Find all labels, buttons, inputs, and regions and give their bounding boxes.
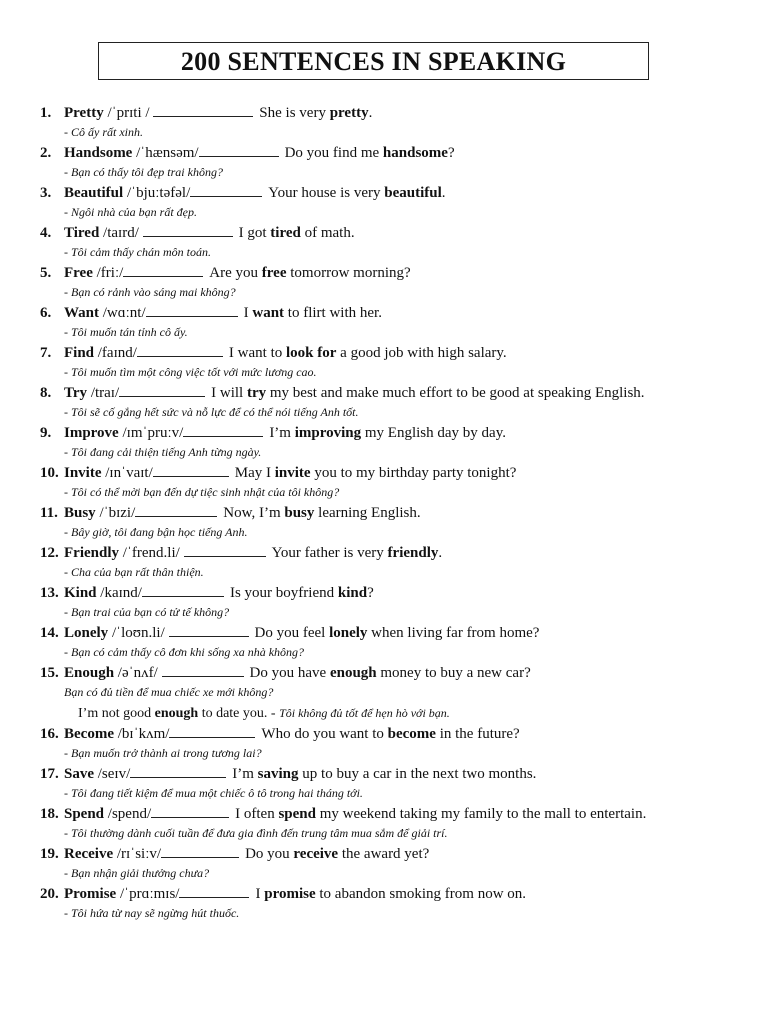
page-title: 200 SENTENCES IN SPEAKING — [180, 47, 567, 76]
entry-number: 16. — [40, 726, 59, 742]
entry-number: 8. — [40, 385, 52, 401]
entry-english — [64, 184, 446, 203]
entry-english — [64, 624, 539, 643]
vocab-word: Pretty — [64, 105, 104, 121]
entry-english — [64, 424, 506, 443]
entry-line — [40, 544, 760, 563]
entry-english — [64, 464, 516, 483]
sentence-keyword: pretty — [329, 105, 369, 121]
entry-english — [64, 224, 355, 243]
sentence-keyword: invite — [274, 465, 311, 481]
example-sentence — [261, 726, 519, 742]
vocab-word: Handsome — [64, 145, 133, 161]
list-item — [40, 384, 760, 424]
vietnamese-translation: - Bây giờ, tôi đang bận học tiếng Anh. — [64, 525, 248, 539]
entry-line — [40, 584, 760, 603]
entry-number: 3. — [40, 185, 52, 201]
ipa-transcription: /wɑːnt/ — [99, 305, 146, 321]
answer-blank — [119, 384, 205, 397]
entry-english — [64, 344, 507, 363]
sentence-text: Your father is very — [271, 545, 388, 561]
sentence-text: of math. — [300, 225, 355, 241]
answer-blank — [162, 664, 244, 677]
entry-line — [40, 104, 760, 123]
sentence-keyword: receive — [293, 846, 339, 862]
list-item — [40, 224, 760, 264]
example-sentence — [239, 225, 355, 241]
answer-blank — [123, 264, 203, 277]
entry-number: 6. — [40, 305, 52, 321]
sentence-text: money to buy a new car? — [376, 665, 531, 681]
answer-blank — [179, 885, 249, 898]
sentence-text: to date you. - — [198, 706, 280, 721]
entry-line — [40, 424, 760, 443]
vocab-word: Find — [64, 345, 95, 361]
vocab-word: Become — [64, 726, 114, 742]
vietnamese-translation: - Bạn có rảnh vào sáng mai không? — [64, 285, 236, 299]
answer-blank — [183, 424, 263, 437]
vocab-word: Invite — [64, 465, 102, 481]
sentence-text: I often — [235, 806, 279, 822]
sentence-text: my best and make much effort to be good at speaking English. — [266, 385, 645, 401]
answer-blank — [130, 765, 226, 778]
ipa-transcription: /ˈbɪzi/ — [95, 505, 136, 521]
vocab-word: Want — [64, 305, 100, 321]
vietnamese-translation: - Bạn có cảm thấy cô đơn khi sống xa nhà không? — [64, 645, 305, 659]
answer-blank — [153, 464, 229, 477]
list-item — [40, 765, 760, 805]
vietnamese-translation: - Tôi sẽ cố gắng hết sức và nỗ lực để có thể nói tiếng Anh tốt. — [64, 405, 359, 419]
ipa-transcription: /ˈprɑːmɪs/ — [116, 886, 180, 902]
vocab-word: Improve — [64, 425, 119, 441]
entry-number: 18. — [40, 806, 59, 822]
entry-line — [40, 664, 760, 683]
vocab-word: Lonely — [64, 625, 109, 641]
list-item — [40, 504, 760, 544]
example-sentence — [245, 846, 429, 862]
ipa-transcription: /ɪnˈvaɪt/ — [101, 465, 153, 481]
entry-english — [64, 304, 382, 323]
vocab-word: Save — [64, 766, 94, 782]
ipa-transcription: /spend/ — [104, 806, 152, 822]
sentence-text: Is your boyfriend — [229, 585, 338, 601]
entry-number: 14. — [40, 625, 59, 641]
entry-english — [64, 264, 411, 283]
sentence-keyword: kind — [337, 585, 368, 601]
vocabulary-list — [40, 104, 760, 925]
example-sentence — [211, 385, 644, 401]
vietnamese-translation: - Bạn trai của bạn có tử tế không? — [64, 605, 230, 619]
list-item — [40, 184, 760, 224]
sentence-text: Do you find me — [284, 145, 383, 161]
entry-english — [64, 725, 520, 744]
sentence-text: to flirt with her. — [284, 305, 382, 321]
example-sentence — [259, 105, 372, 121]
ipa-transcription: /bɪˈkʌm/ — [113, 726, 170, 742]
vocab-word: Receive — [64, 846, 114, 862]
sentence-text: I will — [211, 385, 247, 401]
entry-number: 13. — [40, 585, 59, 601]
example-sentence — [229, 345, 507, 361]
sentence-keyword: free — [261, 265, 287, 281]
vietnamese-translation: - Cha của bạn rất thân thiện. — [64, 565, 204, 579]
example-sentence — [209, 265, 410, 281]
sentence-text: up to buy a car in the next two months. — [298, 766, 537, 782]
example-sentence — [255, 886, 526, 902]
sentence-text: tomorrow morning? — [286, 265, 411, 281]
vocab-word: Kind — [64, 585, 97, 601]
list-item — [40, 805, 760, 845]
sentence-keyword: try — [246, 385, 267, 401]
title-box — [98, 42, 649, 80]
list-item — [40, 304, 760, 344]
answer-blank — [143, 224, 233, 237]
entry-number: 5. — [40, 265, 52, 281]
sentence-text: my English day by day. — [361, 425, 506, 441]
entry-line — [40, 384, 760, 403]
ipa-transcription: /seɪv/ — [94, 766, 131, 782]
sentence-keyword: want — [252, 305, 285, 321]
entry-line — [40, 344, 760, 363]
entry-number: 10. — [40, 465, 59, 481]
example-sentence — [232, 766, 536, 782]
answer-blank — [151, 805, 229, 818]
vietnamese-translation: - Cô ấy rất xinh. — [64, 125, 143, 139]
answer-blank — [199, 144, 279, 157]
list-item — [40, 664, 760, 725]
sentence-keyword: beautiful — [384, 185, 442, 201]
answer-blank — [190, 184, 262, 197]
example-sentence — [268, 185, 445, 201]
entry-english — [64, 845, 429, 864]
entry-number: 11. — [40, 505, 58, 521]
entry-english — [64, 584, 374, 603]
sentence-text: . — [441, 185, 446, 201]
sentence-text: Now, I’m — [223, 505, 285, 521]
sentence-text: Are you — [209, 265, 262, 281]
vietnamese-translation: - Ngôi nhà của bạn rất đẹp. — [64, 205, 197, 219]
sentence-keyword: tired — [270, 225, 301, 241]
entry-line — [40, 264, 760, 283]
entry-number: 1. — [40, 105, 52, 121]
vocab-word: Promise — [64, 886, 117, 902]
vietnamese-translation: Bạn có đủ tiền để mua chiếc xe mới không? — [64, 685, 274, 699]
answer-blank — [169, 624, 249, 637]
answer-blank — [142, 584, 224, 597]
entry-line — [40, 845, 760, 864]
vocab-word: Beautiful — [64, 185, 124, 201]
vocab-word: Spend — [64, 806, 105, 822]
vietnamese-translation: - Tôi đang cải thiện tiếng Anh từng ngày. — [64, 445, 262, 459]
answer-blank — [146, 304, 238, 317]
list-item — [40, 624, 760, 664]
entry-number: 4. — [40, 225, 52, 241]
vietnamese-translation: - Bạn muốn trở thành ai trong tương lai? — [64, 746, 262, 760]
answer-blank — [135, 504, 217, 517]
sentence-keyword: saving — [257, 766, 299, 782]
entry-english — [64, 765, 536, 784]
sentence-text: you to my birthday party tonight? — [310, 465, 517, 481]
example-sentence — [244, 305, 382, 321]
sentence-text: I’m not good — [78, 706, 155, 721]
entry-line — [40, 224, 760, 243]
vietnamese-translation: - Bạn nhận giải thưởng chưa? — [64, 866, 210, 880]
example-sentence — [272, 545, 443, 561]
example-sentence — [235, 465, 517, 481]
sentence-text: I — [243, 305, 253, 321]
entry-line — [40, 885, 760, 904]
ipa-transcription: /friː/ — [92, 265, 124, 281]
sentence-text: May I — [234, 465, 275, 481]
sentence-text: I — [255, 886, 265, 902]
vietnamese-translation: Tôi không đủ tốt để hẹn hò với bạn. — [279, 706, 450, 720]
vietnamese-translation: - Tôi muốn tìm một công việc tốt với mức lương cao. — [64, 365, 317, 379]
vietnamese-translation: - Tôi hứa từ nay sẽ ngừng hút thuốc. — [64, 906, 240, 920]
entry-english — [64, 885, 526, 904]
entry-english — [64, 104, 372, 123]
vietnamese-translation: - Tôi muốn tán tỉnh cô ấy. — [64, 325, 188, 339]
example-sentence — [285, 145, 455, 161]
extra-example — [40, 704, 760, 725]
sentence-keyword: busy — [284, 505, 315, 521]
list-item — [40, 584, 760, 624]
sentence-text: Who do you want to — [261, 726, 388, 742]
entry-line — [40, 765, 760, 784]
ipa-transcription: /rɪˈsiːv/ — [113, 846, 162, 862]
entry-line — [40, 725, 760, 744]
sentence-text: Do you have — [249, 665, 330, 681]
vietnamese-translation: - Tôi cảm thấy chán môn toán. — [64, 245, 211, 259]
sentence-keyword: friendly — [387, 545, 439, 561]
sentence-text: ? — [367, 585, 374, 601]
ipa-transcription: /taɪrd/ — [99, 225, 143, 241]
ipa-transcription: /ˈhænsəm/ — [132, 145, 199, 161]
ipa-transcription: /ˈbjuːtəfəl/ — [123, 185, 191, 201]
sentence-keyword: enough — [329, 665, 377, 681]
ipa-transcription: /kaɪnd/ — [96, 585, 142, 601]
sentence-text: . — [438, 545, 443, 561]
entry-number: 2. — [40, 145, 52, 161]
entry-line — [40, 144, 760, 163]
vocab-word: Try — [64, 385, 88, 401]
sentence-keyword: handsome — [382, 145, 448, 161]
vocab-word: Free — [64, 265, 93, 281]
answer-blank — [169, 725, 255, 738]
sentence-keyword: become — [387, 726, 436, 742]
entry-english — [64, 504, 421, 523]
example-sentence — [235, 806, 646, 822]
entry-line — [40, 504, 760, 523]
entry-number: 20. — [40, 886, 59, 902]
answer-blank — [137, 344, 223, 357]
list-item — [40, 424, 760, 464]
ipa-transcription: /əˈnʌf/ — [114, 665, 162, 681]
entry-line — [40, 805, 760, 824]
sentence-text: in the future? — [435, 726, 520, 742]
ipa-transcription: /traɪ/ — [87, 385, 120, 401]
example-sentence — [255, 625, 540, 641]
answer-blank — [161, 845, 239, 858]
entry-line — [40, 184, 760, 203]
entry-number: 19. — [40, 846, 59, 862]
entry-english — [64, 544, 442, 563]
sentence-text: I want to — [228, 345, 286, 361]
vocab-word: Busy — [64, 505, 96, 521]
list-item — [40, 464, 760, 504]
list-item — [40, 845, 760, 885]
entry-english — [64, 384, 645, 403]
entry-english — [64, 664, 531, 683]
entry-number: 12. — [40, 545, 59, 561]
ipa-transcription: /ˈloʊn.li/ — [108, 625, 169, 641]
list-item — [40, 725, 760, 765]
list-item — [40, 885, 760, 925]
sentence-text: She is very — [259, 105, 330, 121]
sentence-keyword: lonely — [329, 625, 368, 641]
sentence-text: Do you — [245, 846, 294, 862]
vietnamese-translation: - Tôi thường dành cuối tuần để đưa gia đình đến trung tâm mua sắm để giải trí. — [64, 826, 448, 840]
vietnamese-translation: - Bạn có thấy tôi đẹp trai không? — [64, 165, 223, 179]
sentence-text: a good job with high salary. — [336, 345, 507, 361]
vietnamese-translation: - Tôi đang tiết kiệm để mua một chiếc ô tô trong hai tháng tới. — [64, 786, 363, 800]
sentence-text: to abandon smoking from now on. — [315, 886, 527, 902]
list-item — [40, 344, 760, 384]
entry-number: 9. — [40, 425, 52, 441]
vocab-word: Tired — [64, 225, 100, 241]
list-item — [40, 264, 760, 304]
list-item — [40, 104, 760, 144]
sentence-text: . — [368, 105, 373, 121]
entry-line — [40, 464, 760, 483]
sentence-text: my weekend taking my family to the mall to entertain. — [315, 806, 647, 822]
example-sentence — [223, 505, 420, 521]
entry-line — [40, 624, 760, 643]
entry-english — [64, 144, 455, 163]
sentence-keyword: spend — [278, 806, 316, 822]
example-sentence — [250, 665, 531, 681]
entry-line — [40, 304, 760, 323]
sentence-text: ? — [447, 145, 455, 161]
example-sentence — [230, 585, 374, 601]
sentence-keyword: enough — [154, 706, 199, 721]
ipa-transcription: /ˈfrend.li/ — [119, 545, 184, 561]
sentence-text: when living far from home? — [367, 625, 540, 641]
list-item — [40, 144, 760, 184]
answer-blank — [153, 104, 253, 117]
vocab-word: Friendly — [64, 545, 119, 561]
sentence-keyword: promise — [264, 886, 316, 902]
ipa-transcription: /faɪnd/ — [94, 345, 137, 361]
list-item — [40, 544, 760, 584]
entry-number: 17. — [40, 766, 59, 782]
sentence-text: Your house is very — [268, 185, 385, 201]
ipa-transcription: /ˈprɪti / — [103, 105, 154, 121]
ipa-transcription: /ɪmˈpruːv/ — [118, 425, 184, 441]
sentence-text: I’m — [269, 425, 295, 441]
sentence-keyword: look for — [286, 345, 337, 361]
sentence-text: I’m — [232, 766, 258, 782]
entry-number: 15. — [40, 665, 59, 681]
sentence-text: Do you feel — [254, 625, 330, 641]
answer-blank — [184, 544, 266, 557]
sentence-text: learning English. — [314, 505, 421, 521]
vietnamese-translation: - Tôi có thể mời bạn đến dự tiệc sinh nhật của tôi không? — [64, 485, 340, 499]
entry-english — [64, 805, 646, 824]
vocab-word: Enough — [64, 665, 115, 681]
example-sentence — [269, 425, 506, 441]
sentence-keyword: improving — [294, 425, 362, 441]
sentence-text: I got — [238, 225, 271, 241]
entry-number: 7. — [40, 345, 52, 361]
sentence-text: the award yet? — [338, 846, 430, 862]
